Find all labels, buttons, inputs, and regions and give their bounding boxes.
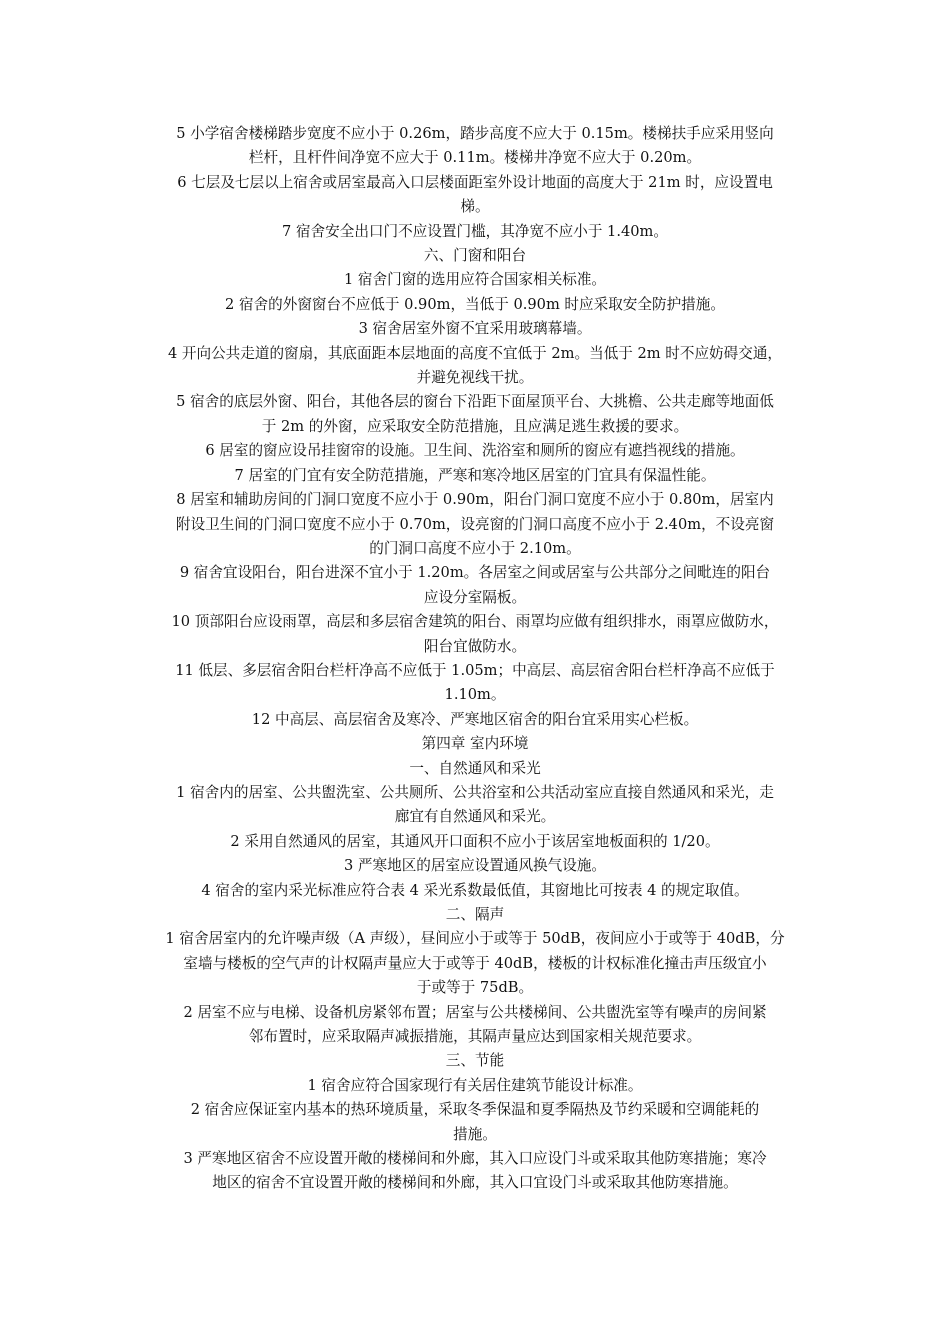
text-line: 2 宿舍的外窗窗台不应低于 0.90m，当低于 0.90m 时应采取安全防护措施。 — [225, 295, 725, 313]
text-line: 2 采用自然通风的居室，其通风开口面积不应小于该居室地板面积的 1/20。 — [230, 832, 720, 850]
text-line: 1 宿舍门窗的选用应符合国家相关标准。 — [343, 271, 607, 289]
text-line: 6 居室的窗应设吊挂窗帘的设施。卫生间、洗浴室和厕所的窗应有遮挡视线的措施。 — [205, 442, 745, 460]
text-line: 1 宿舍内的居室、公共盥洗室、公共厕所、公共浴室和公共活动室应直接自然通风和采光，走 — [176, 783, 774, 801]
text-line: 8 居室和辅助房间的门洞口宽度不应小于 0.90m，阳台门洞口宽度不应小于 0.80m，居室内 — [176, 491, 774, 509]
text-line: 六、门窗和阳台 — [423, 247, 527, 265]
text-line: 10 顶部阳台应设雨罩，高层和多层宿舍建筑的阳台、雨罩均应做有组织排水，雨罩应做防水， — [171, 613, 779, 631]
text-line: 4 开向公共走道的窗扇，其底面距本层地面的高度不宜低于 2m。当低于 2m 时不应妨碍交通， — [167, 344, 783, 362]
text-line: 3 严寒地区的居室应设置通风换气设施。 — [343, 857, 607, 875]
document-body — [135, 122, 815, 1196]
text-line: 三、节能 — [445, 1052, 505, 1070]
text-line: 5 小学宿舍楼梯踏步宽度不应小于 0.26m，踏步高度不应大于 0.15m。楼梯扶手应采用竖向 — [176, 125, 774, 142]
text-line: 阳台宜做防水。 — [423, 637, 527, 655]
text-line: 5 宿舍的底层外窗、阳台，其他各层的窗台下沿距下面屋顶平台、大挑檐、公共走廊等地面低 — [176, 393, 774, 411]
text-line: 3 宿舍居室外窗不宜采用玻璃幕墙。 — [358, 320, 592, 338]
text-line: 9 宿舍宜设阳台，阳台进深不宜小于 1.20m。各居室之间或居室与公共部分之间毗连的阳台 — [179, 564, 771, 582]
text-line: 第四章 室内环境 — [421, 735, 529, 753]
text-line: 3 严寒地区宿舍不应设置开敞的楼梯间和外廊，其入口应设门斗或采取其他防寒措施；寒冷 — [183, 1150, 767, 1168]
text-line: 应设分室隔板。 — [423, 588, 527, 606]
text-line: 6 七层及七层以上宿舍或居室最高入口层楼面距室外设计地面的高度大于 21m 时，应设置电 — [177, 173, 773, 191]
text-line: 7 居室的门宜有安全防范措施，严寒和寒冷地区居室的门宜具有保温性能。 — [234, 466, 716, 484]
text-line: 邻布置时，应采取隔声减振措施，其隔声量应达到国家相关规范要求。 — [248, 1028, 702, 1046]
text-line: 附设卫生间的门洞口宽度不应小于 0.70m，设亮窗的门洞口高度不应小于 2.40m，不设亮窗 — [175, 515, 775, 533]
text-line: 地区的宿舍不宜设置开敞的楼梯间和外廊，其入口宜设门斗或采取其他防寒措施。 — [212, 1174, 738, 1192]
text-line: 梯。 — [460, 198, 490, 216]
text-line: 一、自然通风和采光 — [409, 759, 541, 777]
text-line: 4 宿舍的室内采光标准应符合表 4 采光系数最低值，其窗地比可按表 4 的规定取值。 — [201, 881, 749, 899]
text-line: 7 宿舍安全出口门不应设置门槛，其净宽不应小于 1.40m。 — [282, 222, 668, 240]
text-line: 12 中高层、高层宿舍及寒冷、严寒地区宿舍的阳台宜采用实心栏板。 — [251, 710, 699, 728]
text-line: 1 宿舍应符合国家现行有关居住建筑节能设计标准。 — [307, 1076, 643, 1094]
text-line: 1 宿舍居室内的允许噪声级（A 声级），昼间应小于或等于 50dB，夜间应小于或等于 40dB，分 — [165, 930, 785, 948]
text-line: 于或等于 75dB。 — [416, 979, 534, 997]
text-line: 廊宜有自然通风和采光。 — [394, 808, 556, 826]
text-line: 的门洞口高度不应小于 2.10m。 — [369, 539, 581, 557]
text-line: 室墙与楼板的空气声的计权隔声量应大于或等于 40dB，楼板的计权标准化撞击声压级宜小 — [183, 954, 767, 972]
text-line: 二、隔声 — [445, 906, 505, 923]
text-line: 措施。 — [453, 1125, 497, 1143]
text-line: 于 2m 的外窗，应采取安全防范措施，且应满足逃生救援的要求。 — [261, 417, 689, 435]
text-line: 1.10m。 — [444, 686, 506, 704]
text-line: 11 低层、多层宿舍阳台栏杆净高不应低于 1.05m；中高层、高层宿舍阳台栏杆净高不应低于 — [175, 661, 775, 679]
text-line: 2 宿舍应保证室内基本的热环境质量，采取冬季保温和夏季隔热及节约采暖和空调能耗的 — [190, 1101, 760, 1119]
text-line: 栏杆，且杆件间净宽不应大于 0.11m。楼梯井净宽不应大于 0.20m。 — [248, 149, 702, 167]
text-line: 并避免视线干扰。 — [416, 369, 534, 387]
text-line: 2 居室不应与电梯、设备机房紧邻布置；居室与公共楼梯间、公共盥洗室等有噪声的房间紧 — [183, 1003, 767, 1021]
